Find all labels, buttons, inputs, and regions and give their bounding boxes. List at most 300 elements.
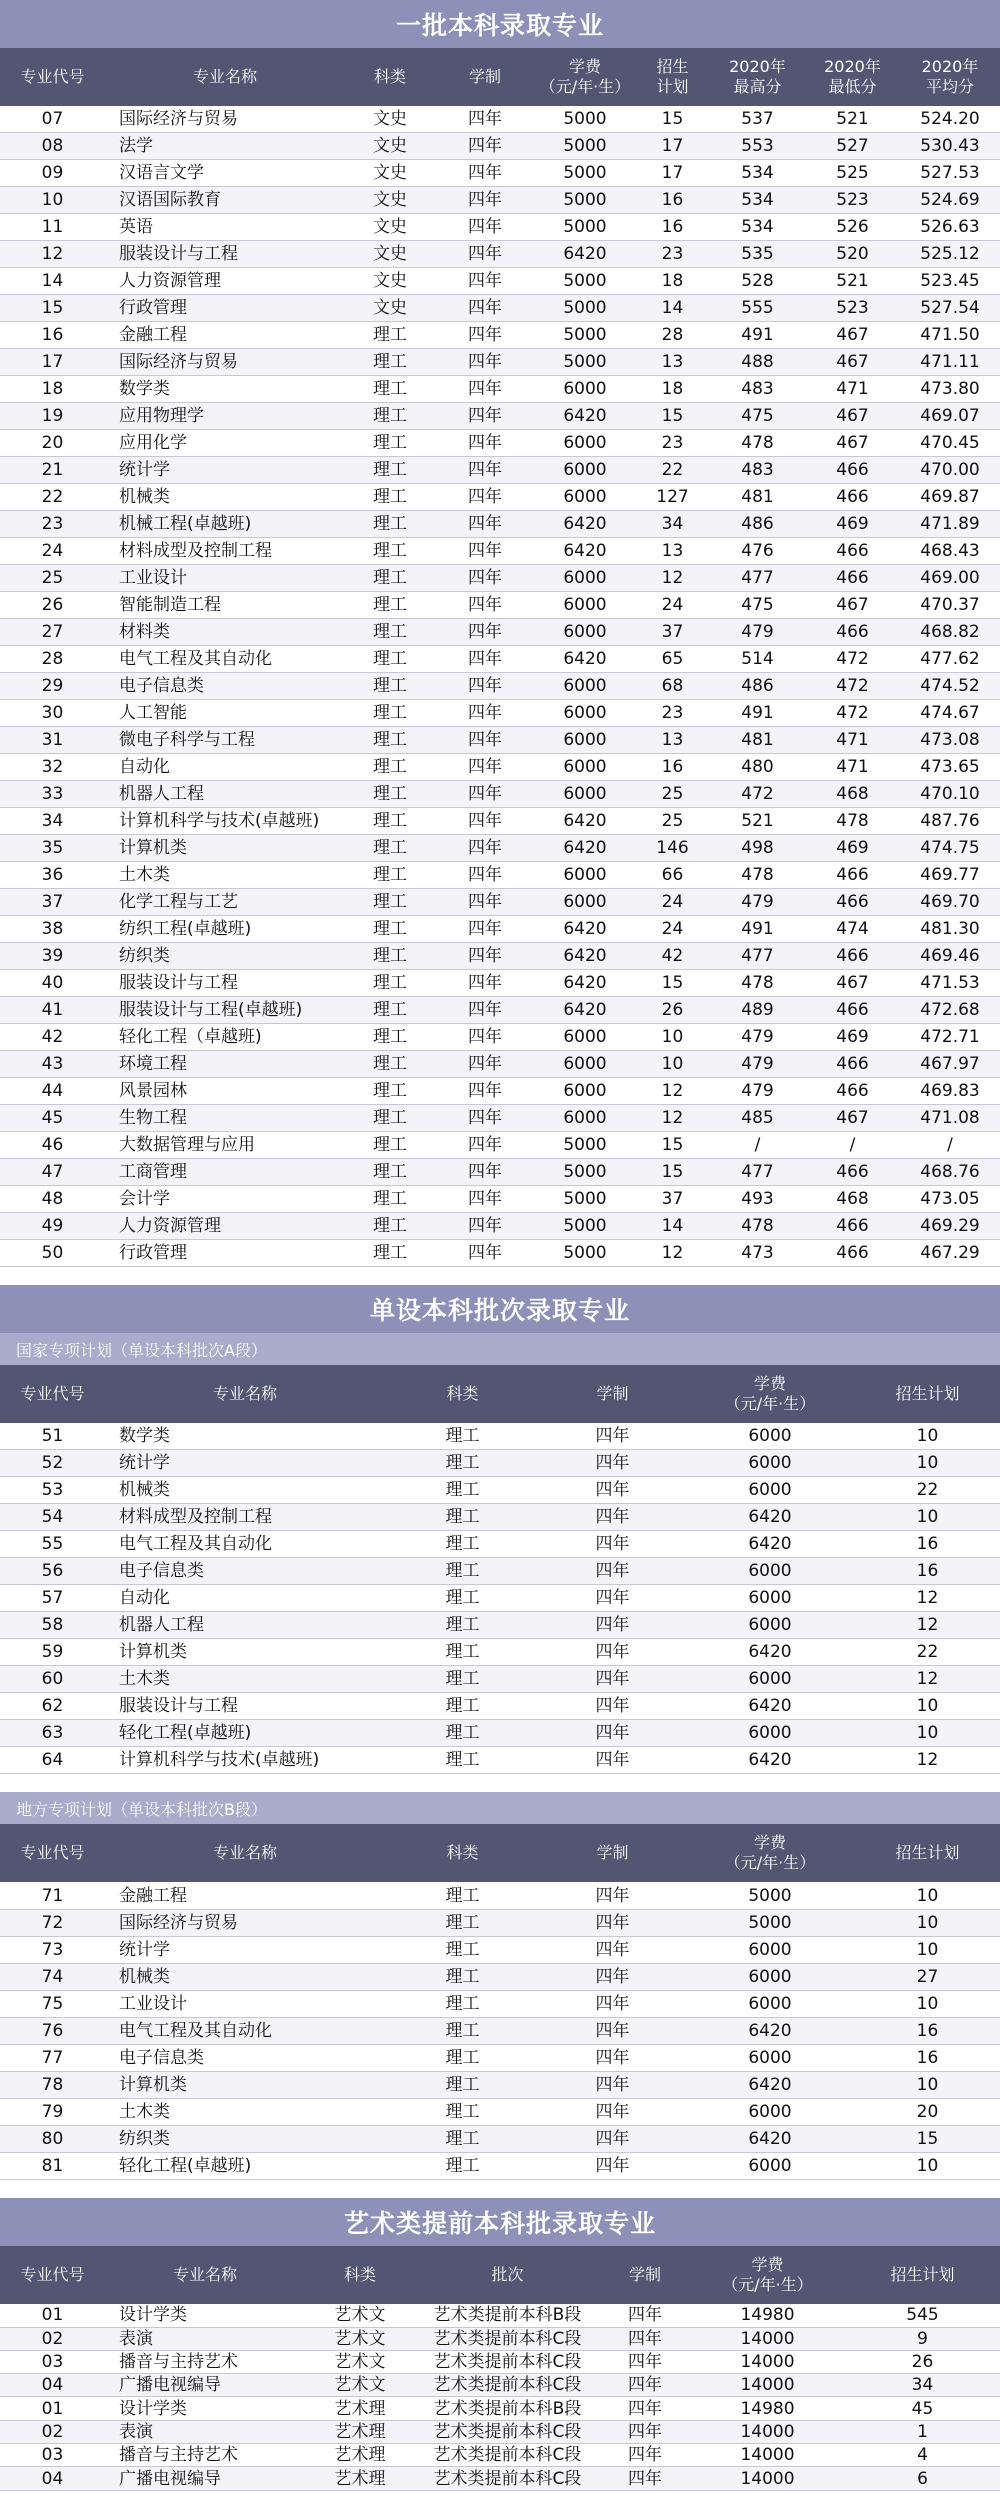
- table-cell: 国际经济与贸易: [105, 106, 345, 133]
- table-cell: 42: [635, 943, 710, 970]
- table-cell: 483: [710, 376, 805, 403]
- table-cell: 34: [0, 808, 105, 835]
- section1-title: 一批本科录取专业: [0, 0, 1000, 48]
- table-cell: 5000: [535, 214, 635, 241]
- table-cell: 6000: [685, 1963, 855, 1990]
- table-cell: 481: [710, 484, 805, 511]
- table-cell: 四年: [435, 349, 535, 376]
- table-cell: 477: [710, 943, 805, 970]
- table-cell: 15: [635, 403, 710, 430]
- table-row: [0, 106, 1000, 133]
- table-cell: 5000: [535, 1186, 635, 1213]
- table-cell: 艺术类提前本科B段: [415, 2304, 600, 2327]
- table-row: [0, 430, 1000, 457]
- table-cell: 四年: [600, 2350, 690, 2373]
- table-cell: 理工: [345, 592, 435, 619]
- table-cell: 6420: [685, 1693, 855, 1720]
- table-cell: 服装设计与工程(卓越班): [105, 997, 345, 1024]
- table-cell: 艺术理: [305, 2444, 415, 2467]
- table-cell: 14980: [690, 2397, 845, 2420]
- table-cell: 统计学: [105, 1936, 385, 1963]
- table-cell: 6000: [535, 862, 635, 889]
- table-cell: 理工: [345, 997, 435, 1024]
- table-cell: 10: [855, 2152, 1000, 2179]
- table-cell: 智能制造工程: [105, 592, 345, 619]
- table-row: [0, 2044, 1000, 2071]
- table-cell: 10: [855, 1693, 1000, 1720]
- table-cell: 四年: [435, 673, 535, 700]
- table-cell: 理工: [345, 376, 435, 403]
- local-plan-header-row: [0, 1824, 1000, 1882]
- table-cell: 16: [855, 2017, 1000, 2044]
- table-cell: 理工: [345, 1186, 435, 1213]
- table-cell: 5000: [535, 133, 635, 160]
- table-cell: 化学工程与工艺: [105, 889, 345, 916]
- table-cell: 设计学类: [105, 2397, 305, 2420]
- table-cell: 469.83: [900, 1078, 1000, 1105]
- table-cell: 理工: [345, 322, 435, 349]
- table-cell: 21: [0, 457, 105, 484]
- table-row: [0, 133, 1000, 160]
- table-cell: 6: [845, 2467, 1000, 2490]
- table-row: [0, 241, 1000, 268]
- table-cell: 29: [0, 673, 105, 700]
- table-cell: 人力资源管理: [105, 1213, 345, 1240]
- table-cell: 6420: [685, 2125, 855, 2152]
- table-cell: 四年: [435, 511, 535, 538]
- table-cell: 艺术文: [305, 2304, 415, 2327]
- table-cell: 474: [805, 916, 900, 943]
- table-cell: 设计学类: [105, 2304, 305, 2327]
- table-cell: 理工: [345, 1051, 435, 1078]
- table-cell: 6420: [685, 2071, 855, 2098]
- table-cell: 四年: [600, 2444, 690, 2467]
- table-cell: 机械类: [105, 1477, 385, 1504]
- table-cell: 理工: [385, 1882, 540, 1909]
- table-cell: 10: [855, 1882, 1000, 1909]
- table-cell: 6000: [685, 1585, 855, 1612]
- table-cell: 521: [805, 106, 900, 133]
- table-cell: 474.67: [900, 700, 1000, 727]
- table-cell: 146: [635, 835, 710, 862]
- table-cell: 10: [855, 1423, 1000, 1450]
- table-cell: 470.45: [900, 430, 1000, 457]
- table-cell: 文史: [345, 214, 435, 241]
- table-cell: 472.71: [900, 1024, 1000, 1051]
- table-cell: 34: [635, 511, 710, 538]
- table-cell: 527: [805, 133, 900, 160]
- table-row: [0, 1159, 1000, 1186]
- table-cell: 523.45: [900, 268, 1000, 295]
- table-cell: 09: [0, 160, 105, 187]
- table-cell: 37: [635, 1186, 710, 1213]
- table-cell: 理工: [385, 2098, 540, 2125]
- table-cell: 68: [635, 673, 710, 700]
- table-row: [0, 2017, 1000, 2044]
- table-cell: 四年: [435, 133, 535, 160]
- column-header: 学制: [435, 48, 535, 106]
- table-cell: 16: [0, 322, 105, 349]
- table-cell: 四年: [435, 1240, 535, 1267]
- table-row: [0, 1132, 1000, 1159]
- table-cell: 45: [845, 2397, 1000, 2420]
- table-cell: 51: [0, 1423, 105, 1450]
- table-cell: 计算机类: [105, 2071, 385, 2098]
- table-cell: 电子信息类: [105, 1558, 385, 1585]
- table-row: [0, 1693, 1000, 1720]
- table-cell: 467.97: [900, 1051, 1000, 1078]
- table-cell: 58: [0, 1612, 105, 1639]
- table-cell: 艺术类提前本科C段: [415, 2350, 600, 2373]
- table-cell: 27: [855, 1963, 1000, 1990]
- table-cell: 四年: [540, 1558, 685, 1585]
- table-cell: 53: [0, 1477, 105, 1504]
- table-cell: 6000: [685, 2044, 855, 2071]
- table-cell: 474.75: [900, 835, 1000, 862]
- column-header: 专业代号: [0, 48, 105, 106]
- table-row: [0, 2420, 1000, 2443]
- table-cell: 15: [0, 295, 105, 322]
- table-cell: 469.77: [900, 862, 1000, 889]
- table-cell: 10: [855, 1936, 1000, 1963]
- table-cell: 481.30: [900, 916, 1000, 943]
- table-cell: 467: [805, 349, 900, 376]
- table-row: [0, 862, 1000, 889]
- table-row: [0, 2071, 1000, 2098]
- table-cell: 498: [710, 835, 805, 862]
- table-row: [0, 1558, 1000, 1585]
- column-header: 专业名称: [105, 1824, 385, 1882]
- table-cell: 四年: [435, 1051, 535, 1078]
- batch1-header-row: [0, 48, 1000, 106]
- table-cell: 机械类: [105, 484, 345, 511]
- table-cell: 526.63: [900, 214, 1000, 241]
- table-row: [0, 808, 1000, 835]
- table-cell: 10: [855, 1720, 1000, 1747]
- table-row: [0, 2444, 1000, 2467]
- table-cell: 四年: [435, 727, 535, 754]
- table-cell: 理工: [345, 916, 435, 943]
- table-cell: 理工: [385, 1963, 540, 1990]
- table-cell: 10: [0, 187, 105, 214]
- table-cell: 545: [845, 2304, 1000, 2327]
- table-cell: 6420: [535, 538, 635, 565]
- table-cell: 6000: [685, 2098, 855, 2125]
- table-cell: 4: [845, 2444, 1000, 2467]
- table-row: [0, 835, 1000, 862]
- table-cell: 艺术理: [305, 2420, 415, 2443]
- table-cell: 14: [0, 268, 105, 295]
- table-cell: 6000: [535, 457, 635, 484]
- table-cell: 理工: [345, 862, 435, 889]
- table-cell: 理工: [385, 1909, 540, 1936]
- table-cell: 理工: [385, 2125, 540, 2152]
- table-cell: 471.08: [900, 1105, 1000, 1132]
- table-cell: 6000: [535, 430, 635, 457]
- table-cell: 汉语国际教育: [105, 187, 345, 214]
- table-cell: 23: [635, 430, 710, 457]
- table-cell: 四年: [540, 1882, 685, 1909]
- table-cell: 472: [805, 700, 900, 727]
- table-cell: 理工: [345, 430, 435, 457]
- table-cell: 478: [710, 430, 805, 457]
- table-cell: 四年: [435, 538, 535, 565]
- table-cell: 服装设计与工程: [105, 970, 345, 997]
- table-cell: 485: [710, 1105, 805, 1132]
- table-cell: 6000: [685, 2152, 855, 2179]
- table-cell: 37: [635, 619, 710, 646]
- table-cell: 播音与主持艺术: [105, 2444, 305, 2467]
- table-cell: 微电子科学与工程: [105, 727, 345, 754]
- table-cell: 76: [0, 2017, 105, 2044]
- table-cell: 汉语言文学: [105, 160, 345, 187]
- table-cell: 电子信息类: [105, 673, 345, 700]
- table-cell: 理工: [345, 565, 435, 592]
- table-cell: 四年: [435, 403, 535, 430]
- table-cell: 6420: [535, 403, 635, 430]
- table-cell: 521: [805, 268, 900, 295]
- table-cell: 65: [635, 646, 710, 673]
- table-cell: 473: [710, 1240, 805, 1267]
- table-row: [0, 1639, 1000, 1666]
- table-cell: 468.76: [900, 1159, 1000, 1186]
- table-row: [0, 754, 1000, 781]
- table-cell: 风景园林: [105, 1078, 345, 1105]
- table-cell: 5000: [535, 1159, 635, 1186]
- table-cell: 466: [805, 1051, 900, 1078]
- table-row: [0, 1477, 1000, 1504]
- table-cell: 6000: [535, 484, 635, 511]
- section-gap: [0, 1774, 1000, 1792]
- table-cell: 艺术类提前本科C段: [415, 2444, 600, 2467]
- table-cell: 12: [855, 1612, 1000, 1639]
- table-cell: 四年: [435, 106, 535, 133]
- table-cell: 13: [635, 349, 710, 376]
- table-cell: 纺织类: [105, 943, 345, 970]
- table-cell: 475: [710, 403, 805, 430]
- table-cell: 525: [805, 160, 900, 187]
- table-cell: 理工: [385, 1666, 540, 1693]
- table-cell: 468.43: [900, 538, 1000, 565]
- table-cell: /: [805, 1132, 900, 1159]
- table-cell: 03: [0, 2444, 105, 2467]
- table-cell: 12: [855, 1666, 1000, 1693]
- table-cell: 文史: [345, 160, 435, 187]
- table-cell: 469.87: [900, 484, 1000, 511]
- table-row: [0, 1909, 1000, 1936]
- table-cell: 文史: [345, 133, 435, 160]
- table-row: [0, 2397, 1000, 2420]
- table-cell: 01: [0, 2304, 105, 2327]
- table-cell: 四年: [435, 268, 535, 295]
- table-cell: 四年: [435, 835, 535, 862]
- table-row: [0, 1423, 1000, 1450]
- table-cell: 530.43: [900, 133, 1000, 160]
- table-cell: 470.00: [900, 457, 1000, 484]
- table-cell: 艺术文: [305, 2374, 415, 2397]
- table-cell: 17: [0, 349, 105, 376]
- table-cell: 机器人工程: [105, 1612, 385, 1639]
- national-plan-header-row: [0, 1365, 1000, 1423]
- table-cell: 四年: [540, 2098, 685, 2125]
- table-cell: 材料成型及控制工程: [105, 538, 345, 565]
- table-cell: 6420: [535, 511, 635, 538]
- table-cell: 28: [635, 322, 710, 349]
- table-cell: 四年: [540, 2044, 685, 2071]
- table-row: [0, 1612, 1000, 1639]
- table-cell: 理工: [345, 403, 435, 430]
- table-cell: 服装设计与工程: [105, 241, 345, 268]
- table-cell: 27: [0, 619, 105, 646]
- table-cell: 四年: [435, 970, 535, 997]
- table-cell: 16: [855, 1531, 1000, 1558]
- table-cell: 理工: [385, 2017, 540, 2044]
- table-cell: 四年: [540, 1693, 685, 1720]
- table-cell: 489: [710, 997, 805, 1024]
- art-batch-header-row: [0, 2246, 1000, 2304]
- table-cell: 64: [0, 1747, 105, 1774]
- table-cell: 74: [0, 1963, 105, 1990]
- table-cell: 127: [635, 484, 710, 511]
- table-cell: 14000: [690, 2374, 845, 2397]
- table-cell: 08: [0, 133, 105, 160]
- table-row: [0, 1240, 1000, 1267]
- batch1-table: [0, 48, 1000, 1267]
- column-header: 2020年 最低分: [805, 48, 900, 106]
- table-row: [0, 1882, 1000, 1909]
- table-cell: 472: [805, 646, 900, 673]
- table-row: [0, 2327, 1000, 2350]
- table-cell: 15: [635, 106, 710, 133]
- table-cell: 会计学: [105, 1186, 345, 1213]
- table-cell: 6000: [685, 1477, 855, 1504]
- table-cell: 16: [635, 754, 710, 781]
- local-plan-table: [0, 1824, 1000, 2179]
- table-cell: 469: [805, 835, 900, 862]
- table-cell: 466: [805, 997, 900, 1024]
- table-cell: 应用物理学: [105, 403, 345, 430]
- table-cell: 473.08: [900, 727, 1000, 754]
- table-cell: 467: [805, 592, 900, 619]
- table-cell: 16: [855, 2044, 1000, 2071]
- table-cell: 理工: [345, 349, 435, 376]
- table-cell: 471: [805, 754, 900, 781]
- table-cell: 轻化工程（卓越班): [105, 1024, 345, 1051]
- table-row: [0, 916, 1000, 943]
- table-cell: 12: [635, 1105, 710, 1132]
- table-cell: 四年: [435, 700, 535, 727]
- table-cell: 理工: [385, 1504, 540, 1531]
- table-row: [0, 1720, 1000, 1747]
- table-cell: 07: [0, 106, 105, 133]
- table-cell: 1: [845, 2420, 1000, 2443]
- column-header: 科类: [385, 1365, 540, 1423]
- table-cell: 四年: [540, 1423, 685, 1450]
- table-cell: 计算机类: [105, 1639, 385, 1666]
- table-cell: 38: [0, 916, 105, 943]
- table-cell: 469.00: [900, 565, 1000, 592]
- table-cell: 6000: [535, 1024, 635, 1051]
- table-row: [0, 322, 1000, 349]
- table-cell: 自动化: [105, 754, 345, 781]
- table-row: [0, 1213, 1000, 1240]
- table-cell: 478: [805, 808, 900, 835]
- table-cell: 466: [805, 538, 900, 565]
- table-cell: 四年: [435, 808, 535, 835]
- table-cell: 20: [855, 2098, 1000, 2125]
- table-cell: 11: [0, 214, 105, 241]
- table-cell: 6000: [535, 673, 635, 700]
- table-cell: 自动化: [105, 1585, 385, 1612]
- table-cell: 艺术类提前本科B段: [415, 2397, 600, 2420]
- table-cell: 72: [0, 1909, 105, 1936]
- table-cell: 493: [710, 1186, 805, 1213]
- table-cell: 02: [0, 2420, 105, 2443]
- table-cell: 14: [635, 295, 710, 322]
- table-cell: 理工: [345, 808, 435, 835]
- table-cell: 理工: [345, 754, 435, 781]
- table-cell: 行政管理: [105, 295, 345, 322]
- column-header: 专业代号: [0, 2246, 105, 2304]
- table-cell: 15: [855, 2125, 1000, 2152]
- table-cell: 四年: [540, 1666, 685, 1693]
- table-cell: 62: [0, 1693, 105, 1720]
- table-row: [0, 349, 1000, 376]
- table-cell: 6420: [685, 2017, 855, 2044]
- table-cell: 6000: [535, 754, 635, 781]
- table-cell: 24: [635, 592, 710, 619]
- table-cell: 524.69: [900, 187, 1000, 214]
- table-cell: 理工: [345, 700, 435, 727]
- table-row: [0, 1963, 1000, 1990]
- column-header: 招生计划: [845, 2246, 1000, 2304]
- table-cell: 10: [855, 1990, 1000, 2017]
- section-gap: [0, 1267, 1000, 1285]
- table-cell: 01: [0, 2397, 105, 2420]
- table-cell: 479: [710, 619, 805, 646]
- table-cell: 20: [0, 430, 105, 457]
- table-cell: 艺术类提前本科C段: [415, 2327, 600, 2350]
- table-cell: 03: [0, 2350, 105, 2373]
- table-cell: 534: [710, 187, 805, 214]
- table-cell: 四年: [435, 1105, 535, 1132]
- table-cell: 理工: [345, 1105, 435, 1132]
- table-cell: 521: [710, 808, 805, 835]
- table-cell: 18: [0, 376, 105, 403]
- table-cell: 6420: [535, 997, 635, 1024]
- table-cell: 材料类: [105, 619, 345, 646]
- column-header: 学费 （元/年·生）: [535, 48, 635, 106]
- table-cell: 467: [805, 403, 900, 430]
- table-cell: 469.70: [900, 889, 1000, 916]
- table-cell: 机械工程(卓越班): [105, 511, 345, 538]
- table-cell: 466: [805, 619, 900, 646]
- table-row: [0, 538, 1000, 565]
- table-cell: 466: [805, 1159, 900, 1186]
- table-row: [0, 2098, 1000, 2125]
- table-row: [0, 1450, 1000, 1477]
- table-cell: /: [900, 1132, 1000, 1159]
- table-row: [0, 970, 1000, 997]
- table-cell: 22: [0, 484, 105, 511]
- table-cell: 环境工程: [105, 1051, 345, 1078]
- table-cell: 81: [0, 2152, 105, 2179]
- table-cell: 四年: [435, 241, 535, 268]
- table-cell: 526: [805, 214, 900, 241]
- column-header: 2020年 平均分: [900, 48, 1000, 106]
- table-cell: 467.29: [900, 1240, 1000, 1267]
- table-cell: 四年: [540, 2017, 685, 2044]
